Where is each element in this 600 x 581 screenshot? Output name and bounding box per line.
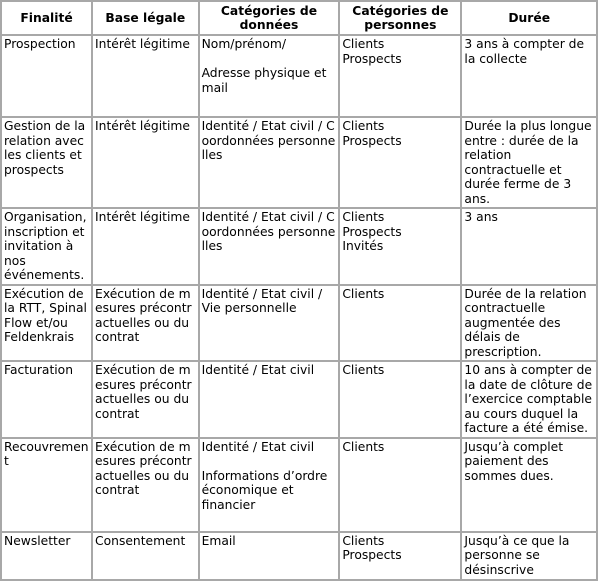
donnees-line: Identité / Etat civil bbox=[201, 439, 315, 454]
cell-duree: 3 ans bbox=[462, 209, 598, 286]
cell-finalite: Prospection bbox=[2, 36, 93, 118]
donnees-line: Adresse physique et mail bbox=[201, 66, 327, 95]
personne-item: Clients bbox=[342, 210, 385, 224]
cell-duree: Jusqu’à complet paiement des sommes dues. bbox=[462, 439, 598, 533]
cell-donnees bbox=[200, 362, 341, 439]
cell-donnees bbox=[200, 533, 341, 581]
cell-finalite: Facturation bbox=[2, 362, 93, 439]
cell-donnees bbox=[200, 209, 341, 286]
cell-donnees bbox=[200, 36, 341, 118]
cell-finalite: Organisation, inscription et invitation à nos événements. bbox=[2, 209, 93, 286]
table-row bbox=[2, 36, 598, 118]
header-duree: Durée bbox=[462, 2, 598, 36]
table-row bbox=[2, 362, 598, 439]
cell-duree: Durée de la relation contractuelle augmentée des délais de prescription. bbox=[462, 286, 598, 363]
table-row bbox=[2, 209, 598, 286]
cell-duree: 10 ans à compter de la date de clôture de l’exercice comptable au cours duquel la facture a été émise. bbox=[462, 362, 598, 439]
cell-finalite: Recouvrement bbox=[2, 439, 93, 533]
personne-item: Clients bbox=[342, 119, 385, 133]
table-row bbox=[2, 439, 598, 533]
personne-item: Prospects bbox=[342, 548, 402, 562]
table-row bbox=[2, 286, 598, 363]
cell-donnees bbox=[200, 118, 341, 209]
donnees-line: Nom/prénom/ bbox=[201, 37, 287, 51]
cell-duree: 3 ans à compter de la collecte bbox=[462, 36, 598, 118]
donnees-line: Informations d’ordre économique et financier bbox=[201, 468, 328, 512]
cell-base-legale: Exécution de mesures précontractuelles ou du contrat bbox=[93, 439, 200, 533]
personne-item: Prospects bbox=[342, 224, 402, 239]
header-base-legale: Base légale bbox=[93, 2, 200, 36]
cell-personnes bbox=[340, 533, 462, 581]
donnees-line: Identité / Etat civil / Coordonnées personnelles bbox=[201, 119, 336, 162]
cell-personnes bbox=[340, 118, 462, 209]
cell-personnes bbox=[340, 209, 462, 286]
cell-duree: Durée la plus longue entre : durée de la relation contractuelle et durée ferme de 3 ans. bbox=[462, 118, 598, 209]
cell-base-legale: Consentement bbox=[93, 533, 200, 581]
cell-base-legale: Exécution de mesures précontractuelles ou du contrat bbox=[93, 362, 200, 439]
donnees-line: Identité / Etat civil bbox=[201, 363, 315, 377]
personne-item: Clients bbox=[342, 37, 385, 51]
personne-item: Clients bbox=[342, 533, 385, 548]
table-row bbox=[2, 533, 598, 581]
cell-finalite: Gestion de la relation avec les clients et prospects bbox=[2, 118, 93, 209]
cell-finalite: Exécution de la RTT, Spinal Flow et/ou Feldenkrais bbox=[2, 286, 93, 363]
personne-item: Clients bbox=[342, 286, 385, 301]
header-categories-personnes: Catégories de personnes bbox=[340, 2, 462, 36]
cell-donnees bbox=[200, 439, 341, 533]
donnees-line: Identité / Etat civil / Vie personnelle bbox=[201, 286, 323, 315]
personne-item: Clients bbox=[342, 439, 385, 454]
cell-personnes bbox=[340, 36, 462, 118]
personne-item: Invités bbox=[342, 239, 384, 253]
cell-base-legale: Intérêt légitime bbox=[93, 36, 200, 118]
personne-item: Prospects bbox=[342, 133, 402, 148]
cell-base-legale: Exécution de mesures précontractuelles ou du contrat bbox=[93, 286, 200, 363]
header-finalite: Finalité bbox=[2, 2, 93, 36]
header-categories-donnees: Catégories de données bbox=[200, 2, 341, 36]
cell-personnes bbox=[340, 362, 462, 439]
donnees-line: Identité / Etat civil / Coordonnées personnelles bbox=[201, 210, 336, 253]
cell-personnes bbox=[340, 286, 462, 363]
table-header-row bbox=[2, 2, 598, 36]
cell-personnes bbox=[340, 439, 462, 533]
cell-duree: Jusqu’à ce que la personne se désinscrive bbox=[462, 533, 598, 581]
cell-base-legale: Intérêt légitime bbox=[93, 118, 200, 209]
personne-item: Clients bbox=[342, 363, 385, 377]
donnees-line: Email bbox=[201, 533, 236, 548]
cell-donnees bbox=[200, 286, 341, 363]
cell-finalite: Newsletter bbox=[2, 533, 93, 581]
cell-base-legale: Intérêt légitime bbox=[93, 209, 200, 286]
table-row bbox=[2, 118, 598, 209]
personne-item: Prospects bbox=[342, 51, 402, 66]
